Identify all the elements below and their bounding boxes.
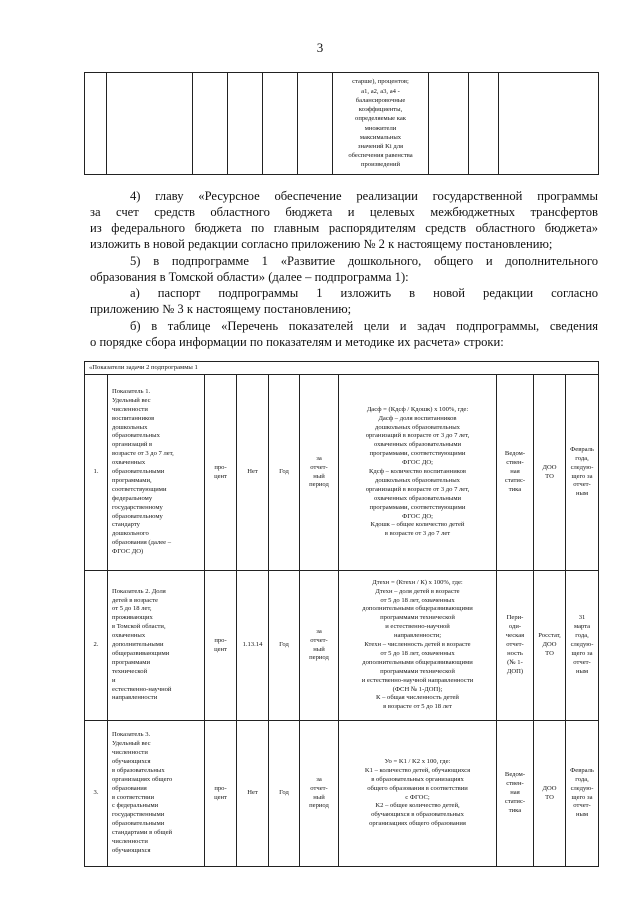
unit-cell: [205, 571, 237, 721]
cell-line: ТО: [545, 472, 554, 480]
cell-line: программами, соответствующими: [369, 450, 466, 458]
cell-line: с федеральными: [112, 802, 159, 810]
cell-line: Показатель 3.: [112, 731, 151, 739]
cell-line: организаций в возрасте от 3 до 7 лет,: [365, 485, 470, 493]
cell-line: Удельный вес: [112, 396, 151, 404]
period-cell: [300, 571, 339, 721]
row-number: 1.: [85, 375, 108, 571]
cell-line: статис-: [504, 476, 526, 484]
cell-line: Удельный вес: [112, 740, 151, 748]
cell-line: образовательными: [112, 820, 165, 828]
periodicity-cell: Год: [269, 571, 300, 721]
code-cell: 1.13.14: [237, 571, 269, 721]
paragraph-b: [90, 318, 598, 334]
cell-line: ным: [575, 667, 589, 675]
cell-line: программами, соответствующими: [369, 503, 466, 511]
cell-line: программами,: [112, 476, 152, 484]
cell-line: за: [316, 775, 322, 783]
code-cell: Нет: [237, 721, 269, 867]
cell-line: соответствующими: [112, 485, 167, 493]
method-cell: [497, 375, 534, 571]
continuation-cell: [429, 73, 469, 175]
cell-line: ствен-: [506, 459, 524, 467]
paragraph-b-cont: [90, 334, 598, 350]
cell-line: старше), процентов;: [352, 78, 409, 86]
cell-line: образовательных: [112, 432, 160, 440]
cell-line: численности: [112, 838, 148, 846]
cell-line: Дасф – доля воспитанников: [378, 414, 457, 422]
cell-line: произведений: [360, 161, 401, 169]
cell-line: отчет-: [310, 636, 328, 644]
cell-line: ческая: [505, 632, 525, 640]
cell-line: ТО: [545, 793, 554, 801]
cell-line: общеразвивающими: [112, 649, 170, 657]
cell-line: Дасф = (Кдсф / Кдошк) x 100%, где:: [366, 405, 469, 413]
cell-line: охваченных: [112, 459, 146, 467]
cell-line: в соответствии: [112, 793, 155, 801]
cell-line: возрасте от 3 до 7 лет,: [112, 450, 174, 458]
cell-line: года,: [575, 454, 589, 462]
cell-line: дошкольных образовательных: [375, 423, 460, 431]
cell-line: естественно-научной: [112, 685, 172, 693]
cell-line: федеральному: [112, 494, 153, 502]
deadline-cell: [566, 571, 599, 721]
cell-line: ДОП): [506, 667, 524, 675]
cell-line: отчет-: [573, 481, 591, 489]
cell-line: дошкольных: [112, 423, 148, 431]
cell-line: от 5 до 18 лет, охваченных: [380, 596, 455, 604]
paragraph-a-line: приложению № 3 к настоящему постановлению;: [90, 302, 352, 316]
cell-line: про-: [214, 784, 227, 792]
table-row: [85, 721, 599, 867]
cell-line: дополнительными общеразвивающими: [362, 658, 473, 666]
indicator-name: [108, 571, 205, 721]
cell-line: определяемые как: [355, 115, 406, 123]
cell-line: за: [316, 627, 322, 635]
cell-line: направленности;: [393, 632, 442, 640]
paragraph-a-cont: [90, 301, 598, 317]
cell-line: K1 – количество детей, обучающихся: [364, 766, 471, 774]
periodicity-cell: Год: [269, 375, 300, 571]
paragraph-5-cont: [90, 269, 598, 285]
cell-line: максимальных: [359, 133, 402, 141]
cell-line: следую-: [570, 641, 594, 649]
cell-line: обучающихся в образовательных: [371, 811, 464, 819]
table-row: [85, 375, 599, 571]
cell-line: отчет-: [310, 784, 328, 792]
paragraph-5-line: образования в Томской области» (далее – подпрограмма 1):: [90, 270, 409, 284]
cell-line: за: [316, 454, 322, 462]
cell-line: ная: [510, 789, 520, 797]
cell-line: K2 – общее количество детей,: [375, 802, 460, 810]
cell-line: Показатель 1.: [112, 387, 151, 395]
paragraph-5: [90, 253, 598, 269]
cell-line: Кдсф – количество воспитанников: [368, 468, 467, 476]
continuation-formula-cell: [333, 73, 429, 175]
cell-line: года,: [575, 775, 589, 783]
cell-line: ный: [313, 472, 325, 480]
cell-line: программами технической: [380, 614, 455, 622]
responsible-cell: [534, 375, 566, 571]
cell-line: ФГОС ДО): [112, 548, 144, 556]
cell-line: про-: [214, 463, 227, 471]
cell-line: про-: [214, 636, 227, 644]
paragraph-4-line: 4) главу «Ресурсное обеспечение реализации государственной программы: [130, 189, 598, 203]
cell-line: общего образования в соответствии: [367, 784, 468, 792]
paragraph-4-cont: [90, 204, 598, 220]
cell-line: балансировочные: [355, 96, 406, 104]
cell-line: охваченных: [112, 632, 146, 640]
cell-line: от 5 до 18 лет,: [112, 605, 152, 613]
cell-line: отчет-: [573, 658, 591, 666]
cell-line: коэффициенты,: [358, 106, 403, 114]
cell-line: организаций в возрасте от 3 до 7 лет,: [365, 432, 470, 440]
cell-line: численности: [112, 748, 148, 756]
continuation-cell: [499, 73, 599, 175]
cell-line: цент: [214, 793, 227, 801]
continuation-cell: [298, 73, 333, 175]
cell-line: щего за: [571, 793, 593, 801]
cell-line: Ведом-: [504, 450, 526, 458]
paragraph-4-line: изложить в новой редакции согласно приложению № 2 к настоящему постановлению;: [90, 237, 553, 251]
cell-line: отчет-: [310, 463, 328, 471]
table-header: «Показатели задачи 2 подпрограммы 1: [85, 362, 599, 375]
continuation-cell: [193, 73, 228, 175]
cell-line: a1, a2, a3, a4 -: [361, 87, 400, 95]
cell-line: направленности: [112, 694, 158, 702]
cell-line: ДОО: [542, 641, 557, 649]
cell-line: организаций в: [112, 441, 153, 449]
cell-line: ДОО: [542, 784, 557, 792]
cell-line: статис-: [504, 797, 526, 805]
cell-line: в Томской области,: [112, 623, 166, 631]
row-number: 3.: [85, 721, 108, 867]
cell-line: ФГОС ДО;: [402, 512, 433, 520]
cell-line: проживающих: [112, 614, 153, 622]
paragraph-4-line: из федерального бюджета по главным распорядителям средств областного бюджета»: [90, 221, 598, 235]
indicators-table: [84, 361, 599, 867]
cell-line: Февраль: [570, 445, 594, 453]
cell-line: ный: [313, 793, 325, 801]
paragraph-4-cont: [90, 236, 598, 252]
cell-line: Кдошк – общее количество детей: [370, 521, 465, 529]
cell-line: обучающихся: [112, 757, 151, 765]
cell-line: Пери-: [506, 614, 524, 622]
cell-line: программами: [112, 658, 150, 666]
cell-line: образовательному: [112, 512, 163, 520]
cell-line: цент: [214, 645, 227, 653]
cell-line: программами технической: [380, 667, 455, 675]
cell-line: марта: [573, 623, 591, 631]
paragraph-4-line: за счет средств областного бюджета и целевых межбюджетных трансфертов: [90, 205, 598, 219]
method-cell: [497, 721, 534, 867]
paragraph-b-line: о порядке сбора информации по показателям и методике их расчета» строки:: [90, 335, 504, 349]
cell-line: ным: [575, 811, 589, 819]
cell-line: Ведом-: [504, 771, 526, 779]
continuation-cell: [228, 73, 263, 175]
page-number: 3: [316, 40, 324, 55]
cell-line: (№ 1-: [507, 658, 523, 666]
table-row: [85, 571, 599, 721]
cell-line: и: [112, 676, 116, 684]
row-number: 2.: [85, 571, 108, 721]
cell-line: обучающихся: [112, 846, 151, 854]
continuation-cell: [107, 73, 193, 175]
paragraph-4-cont: [90, 220, 598, 236]
cell-line: Февраль: [570, 766, 594, 774]
cell-line: следую-: [570, 784, 594, 792]
deadline-cell: [566, 375, 599, 571]
formula-cell: [339, 571, 497, 721]
cell-line: отчет-: [573, 802, 591, 810]
cell-line: года,: [575, 632, 589, 640]
cell-line: тика: [508, 485, 522, 493]
cell-line: ная: [510, 468, 520, 476]
cell-line: образования (далее –: [112, 539, 172, 547]
cell-line: ФГОС ДО;: [402, 459, 433, 467]
cell-line: тика: [508, 806, 522, 814]
cell-line: образовательными: [112, 468, 165, 476]
cell-line: охваченных образовательными: [373, 441, 462, 449]
cell-line: период: [309, 654, 329, 662]
formula-cell: [339, 375, 497, 571]
cell-line: Уо = K1 / K2 x 100, где:: [384, 757, 451, 765]
cell-line: обеспечения равенства: [348, 152, 413, 160]
cell-line: в образовательных организациях: [371, 775, 464, 783]
periodicity-cell: Год: [269, 721, 300, 867]
cell-line: Дтехн – доля детей в возрасте: [375, 587, 460, 595]
cell-line: в возрасте от 5 до 18 лет: [383, 703, 452, 711]
cell-line: ный: [313, 645, 325, 653]
responsible-cell: [534, 571, 566, 721]
indicator-name: [108, 375, 205, 571]
paragraph-5-line: 5) в подпрограмме 1 «Развитие дошкольного, общего и дополнительного: [130, 254, 598, 268]
continuation-cell: [263, 73, 298, 175]
paragraph-4: [90, 188, 598, 204]
method-cell: [497, 571, 534, 721]
cell-line: Росстат,: [538, 632, 561, 640]
unit-cell: [205, 375, 237, 571]
cell-line: ность: [507, 649, 523, 657]
cell-line: от 5 до 18 лет, охваченных: [380, 649, 455, 657]
cell-line: значений Ki для: [357, 142, 404, 150]
cell-line: К – общая численность детей: [376, 694, 459, 702]
cell-line: и естественно-научной направленности: [361, 676, 474, 684]
cell-line: дошкольных образовательных: [375, 476, 460, 484]
cell-line: образования: [112, 784, 147, 792]
indicator-name: [108, 721, 205, 867]
continuation-cell: [469, 73, 499, 175]
cell-line: государственными: [112, 811, 165, 819]
cell-line: дошкольного: [112, 530, 149, 538]
cell-line: оди-: [508, 623, 522, 631]
cell-line: (ФСН № 1-ДОП);: [392, 685, 443, 693]
cell-line: детей в возрасте: [112, 596, 158, 604]
cell-line: воспитанников: [112, 414, 155, 422]
cell-line: и естественно-научной: [385, 623, 450, 631]
cell-line: с ФГОС;: [405, 793, 430, 801]
cell-line: следую-: [570, 463, 594, 471]
cell-line: период: [309, 802, 329, 810]
continuation-cell: [85, 73, 107, 175]
cell-line: численности: [112, 405, 148, 413]
cell-line: охваченных образовательными: [373, 494, 462, 502]
cell-line: множители: [364, 124, 397, 132]
deadline-cell: [566, 721, 599, 867]
code-cell: Нет: [237, 375, 269, 571]
cell-line: стандартами в общей: [112, 829, 173, 837]
period-cell: [300, 375, 339, 571]
continuation-table: [84, 72, 599, 175]
responsible-cell: [534, 721, 566, 867]
cell-line: Ктехн – численность детей в возрасте: [364, 641, 471, 649]
cell-line: период: [309, 481, 329, 489]
cell-line: организациях общего: [112, 775, 173, 783]
cell-line: Показатель 2. Доля: [112, 587, 166, 595]
cell-line: отчет-: [506, 641, 524, 649]
cell-line: 31: [578, 614, 586, 622]
cell-line: дополнительными: [112, 641, 164, 649]
cell-line: государственному: [112, 503, 163, 511]
cell-line: стандарту: [112, 521, 140, 529]
cell-line: дополнительными общеразвивающими: [362, 605, 473, 613]
cell-line: щего за: [571, 472, 593, 480]
paragraph-a: [90, 285, 598, 301]
paragraph-a-line: а) паспорт подпрограммы 1 изложить в новой редакции согласно: [130, 286, 598, 300]
cell-line: ТО: [545, 649, 554, 657]
cell-line: ным: [575, 490, 589, 498]
period-cell: [300, 721, 339, 867]
cell-line: технической: [112, 667, 148, 675]
cell-line: цент: [214, 472, 227, 480]
cell-line: в образовательных: [112, 766, 165, 774]
formula-cell: [339, 721, 497, 867]
cell-line: щего за: [571, 649, 593, 657]
cell-line: ствен-: [506, 780, 524, 788]
cell-line: в возрасте от 3 до 7 лет: [384, 530, 451, 538]
paragraph-b-line: б) в таблице «Перечень показателей цели и задач подпрограммы, сведения: [130, 319, 598, 333]
unit-cell: [205, 721, 237, 867]
cell-line: организациях общего образования: [369, 820, 466, 828]
cell-line: ДОО: [542, 463, 557, 471]
cell-line: Дтехн = (Ктехн / К) x 100%, где:: [372, 578, 463, 586]
